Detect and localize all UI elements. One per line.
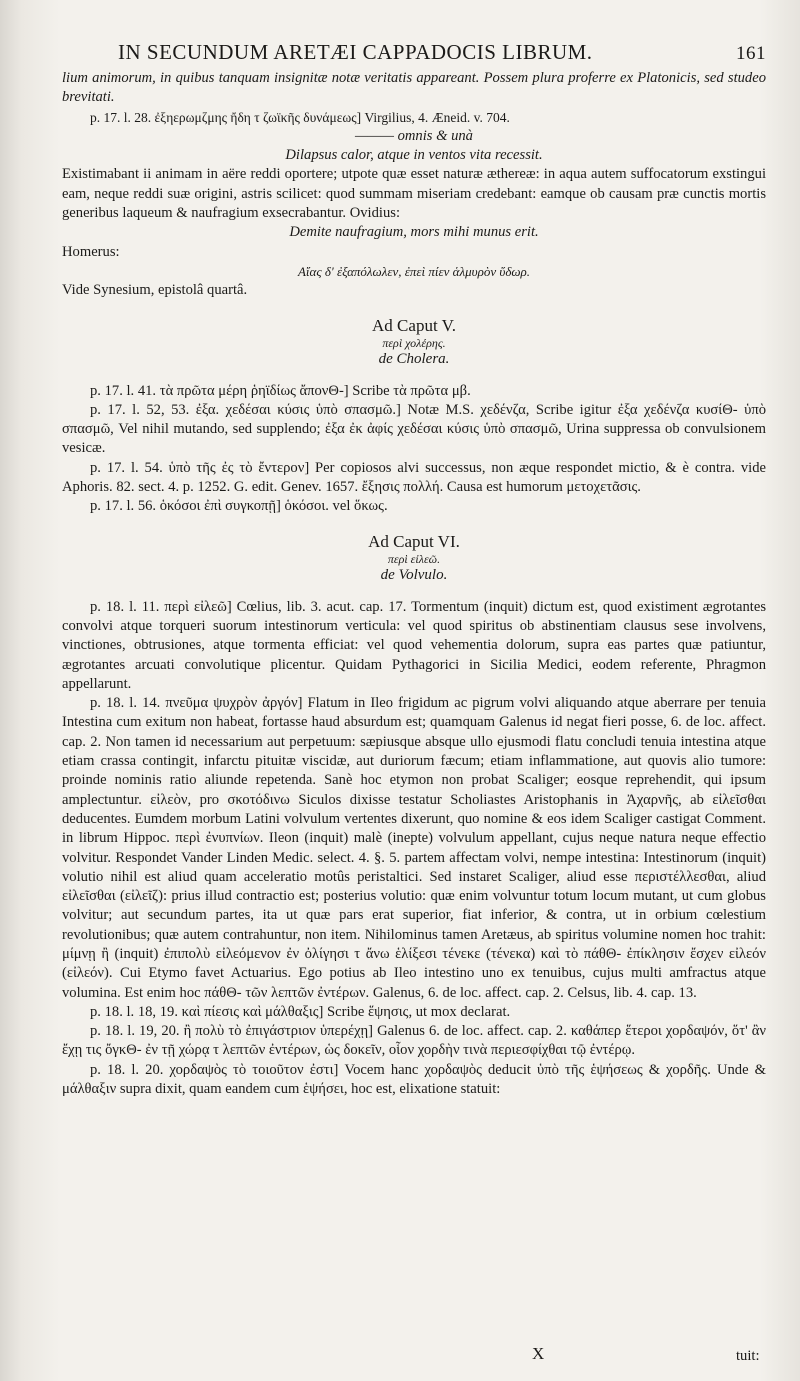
section5-notes xyxy=(62,382,766,517)
section6-notes xyxy=(62,598,766,1100)
catchword: tuit: xyxy=(736,1348,760,1364)
reference-line: p. 17. l. 28. ἐξηερωμζμης ἤδη τ ζωϊκῆς δυνάμεως] Virgilius, 4. Æneid. v. 704. xyxy=(90,109,510,125)
section-greek-5: περὶ χολέρης. xyxy=(382,335,446,350)
section-greek-6: περὶ εἰλεῶ. xyxy=(387,551,441,566)
note-entry: p. 18. l. 19, 20. ἢ πολὺ τὸ ἐπιγάστριον ὑπερέχῃ] Galenus 6. de loc. affect. cap. 2. καθάπερ ἕτεροι χορδαψόν, ὅτ' ἂν ἔχῃ τις ὄγκΘ- ἐν τῇ χώρᾳ τ λεπτῶν ἐντέρων, ὡς δοκεῖν, οἷον χορδὴν τινὰ περιεσφίχθαι τῷ ἐντέρῳ. xyxy=(62,1023,766,1059)
note-entry: p. 17. l. 54. ὑπὸ τῆς ἐς τὸ ἔντερον] Per copiosos alvi successus, non æque respondet mictio, & è contra. vide Aphoris. 82. sect. 4. p. 1252. G. edit. Genev. 1657. ἔξησις πολλή. Causa est humorum μετοχετᾶσις. xyxy=(62,459,766,496)
note-entry: p. 18. l. 11. περὶ εἰλεῶ] Cœlius, lib. 3. acut. cap. 17. Tormentum (inquit) dictum est, quod existiment ægrotantes convolvi atque torqueri suorum intestinorum verticula: vel quod spiritus ob abstinentiam clausus sese involvens, vinctiones, obtrusiones, atque tormenta efficiat: vel quod vehementia dolorum, supra eas partes quæ patiuntur, ægrotantes arcuati convolutique plicentur. Quidam Pythagorici in Sicilia Medici, eodem referente, Phragmon appellarunt. xyxy=(62,598,766,692)
note-entry: p. 18. l. 14. πνεῦμα ψυχρὸν ἀργόν] Flatum in Ileo frigidum ac pigrum volvi aliquando atque aberrare per tenuia Intestina cum exitum non habeat, fortasse haud absurdum est; quamquam Galenus id negat fieri posse, 6. de loc. affect. cap. 2. Non tamen id necessarium aut perpetuum: sæpiusque absque ullo ejusmodi flatu concludi tenuia intestina atque etiam crassa contingit, infarctu pituitæ viscidæ, aut duriorum fæcum; etiam inflammatione, aut quovis alio tumore: proinde nominis ratio aliunde repetenda. Sanè hoc etymon non probat Scaliger; eosque reprehendit, qui ipsum amplectuntur. εἰλεὸν, pro σκοτόδινω Siculos dixisse testatur Scholiastes Aristophanis in Ἀχαρνῆς, ab εἰλεῖσθαι deducentes. Eumdem morbum Latini volvulum vertentes dixerunt, quo nomine & eos idem Scaliger castigat Comment. in librum Hippoc. περὶ ἐνυπνίων. Ileon (inquit) malè (inepte) volvulum appellant, cujus neque natura neque effectio volvitur. Respondet Vander Linden Medic. select. 4. §. 5. partem affectam volvi, nempe intestina: Intestinorum (inquit) volutio nihil est aliud quam acceleratio motûs peristaltici. Sed instaret Scaliger, aliud esse περιστέλλεσθαι, aliud εἰλεῖσθαι (εἰλεῖζ): prius illud contractio est; posterius volutio: quæ enim volvuntur totum locum mutant, ut cum globus volvitur; aut secundum partes, ita ut quæ pars erat superior, fiat inferior, & contra, ut in orbium cœlestium revolutionibus; quæ autem contrahuntur, non item. Nihilominus tamen Aretæus, ab spiritus volumine nomen hoc trahit: μίμνῃ ἢ (inquit) ἐπιπολὺ εἰλεόμενον ἐν ὀλίγησι τ ἄνω ἑλίξεσι τένεκε (τένεκα) καὶ τὸ πάθΘ- ἐπίκλησιν ἔσχεν εἰλεόν (εἰλεόν). Cui Etymo favet Actuarius. Ego potius ab Ileo intestino uno ex tenuibus, cujus multi amfractus atque volumina. Est enim hoc πάθΘ- τῶν λεπτῶν ἐντέρων. Galenus, 6. de loc. affect. cap. 2. Celsus, lib. 4. cap. 13. xyxy=(62,695,766,1001)
running-header xyxy=(62,40,766,65)
verse-line: Dilapsus calor, atque in ventos vita recessit. xyxy=(285,147,543,164)
paragraph: Existimabant ii animam in aëre reddi oportere; utpote quæ esset naturæ æthereæ: in aqua autem suffocatorum exstingui eam, neque reddi suæ origini, astris scilicet: quod summam miseriam credebant: eamque ob causam præ cunctis mortis generibus laqueum & naufragium exsecrabantur. Ovidius: xyxy=(62,166,766,222)
label-homerus: Homerus: xyxy=(62,243,120,260)
verse-line: Demite naufragium, mors mihi munus erit. xyxy=(289,224,539,241)
signature-mark: X xyxy=(532,1344,545,1363)
verse-line: ——— omnis & unà xyxy=(355,127,473,144)
note-entry: p. 17. l. 41. τὰ πρῶτα μέρη ῥηϊδίως ἄπονΘ-] Scribe τὰ πρῶτα μβ. xyxy=(90,382,471,399)
paragraph: Vide Synesium, epistolâ quartâ. xyxy=(62,282,248,299)
note-entry: p. 18. l. 18, 19. καὶ πίεσις καὶ μάλθαξις] Scribe ἕψησις, ut mox declarat. xyxy=(90,1003,511,1020)
note-entry: p. 17. l. 56. ὁκόσοι ἐπὶ συγκοπῇ] ὁκόσοι. vel ὅκως. xyxy=(90,498,388,515)
page-number: 161 xyxy=(736,43,766,64)
note-entry: p. 18. l. 20. χορδαψὸς τὸ τοιοῦτον ἐστι] Vocem hanc χορδαψὸς deducit ὑπὸ τῆς ἑψήσεως & χορδῆς. Unde & μάλθαξιν supra dixit, quam eandem cum ἑψήσει, hoc est, elixatione statuit: xyxy=(62,1061,766,1098)
note-entry: p. 17. l. 52, 53. ἐξα. χεδέσαι κύσις ὑπὸ σπασμῶ.] Notæ M.S. χεδένζα, Scribe igitur ἐξα χεδένζα κυσίΘ- ὑπὸ σπασμῶ, Vel nihil mutando, sed supplendo; ἐξα ἐκ ἀφίς χεδέσαι κύσις ὑπὸ σπασμῶ, Urina suppressa ob convulsionem vesicæ. xyxy=(62,401,766,457)
section-heading-5: Ad Caput V. xyxy=(372,315,456,335)
intro-block xyxy=(62,69,766,301)
section-subtitle-5: de Cholera. xyxy=(378,350,450,367)
running-title: IN SECUNDUM ARETÆI CAPPADOCIS LIBRUM. xyxy=(118,40,593,64)
intro-text: lium animorum, in quibus tanquam insignitæ notæ veritatis appareant. Possem plura proferre ex Platonicis, sed studeo brevitati. xyxy=(62,70,766,106)
section-heading-6: Ad Caput VI. xyxy=(368,531,460,551)
greek-verse: Αἴας δ' ἐξαπόλωλεν, ἐπεὶ πίεν ἁλμυρὸν ὕδωρ. xyxy=(297,263,531,279)
section-subtitle-6: de Volvulo. xyxy=(380,566,448,583)
